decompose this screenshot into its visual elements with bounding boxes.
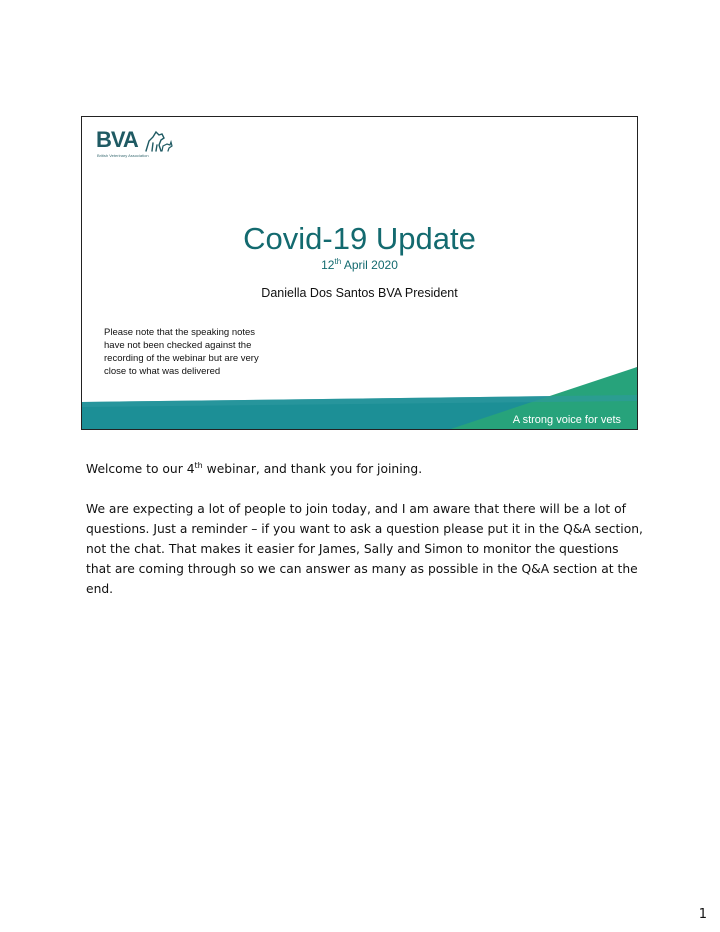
date-rest: April 2020 — [341, 258, 398, 272]
notes-paragraph-1 — [86, 456, 646, 479]
date-day: 12 — [321, 258, 335, 272]
bva-logo — [96, 127, 186, 173]
presenter-line: Daniella Dos Santos BVA President — [261, 286, 458, 300]
notes-p1-end: webinar, and thank you for joining. — [202, 462, 423, 477]
date-suffix: th — [334, 257, 342, 266]
slide-thumbnail — [81, 116, 638, 430]
notes-p1-start: Welcome to our 4 — [86, 462, 195, 477]
speaker-notes — [86, 456, 646, 619]
tagline: A strong voice for vets — [512, 414, 621, 426]
logo-subtitle: British Veterinary Association — [97, 153, 149, 158]
slide-title: Covid-19 Update — [243, 221, 476, 256]
notes-p1-sup: th — [194, 461, 203, 470]
horse-dog-icon — [140, 129, 174, 155]
disclaimer-note: Please note that the speaking notes have not been checked against the recording of the webinar but are very close to what was delivered — [104, 327, 259, 377]
logo-wordmark: BVA — [96, 127, 138, 152]
slide-date — [82, 257, 637, 272]
page-number: 1 — [698, 907, 707, 922]
notes-paragraph-2: We are expecting a lot of people to join today, and I am aware that there will be a lot of questions. Just a reminder – if you want to ask a question please put it in the Q&A section, not the chat. That makes it easier for James, Sally and Simon to monitor the questions that are coming through so we can answer as many as possible in the Q&A section at the end. — [86, 502, 643, 597]
